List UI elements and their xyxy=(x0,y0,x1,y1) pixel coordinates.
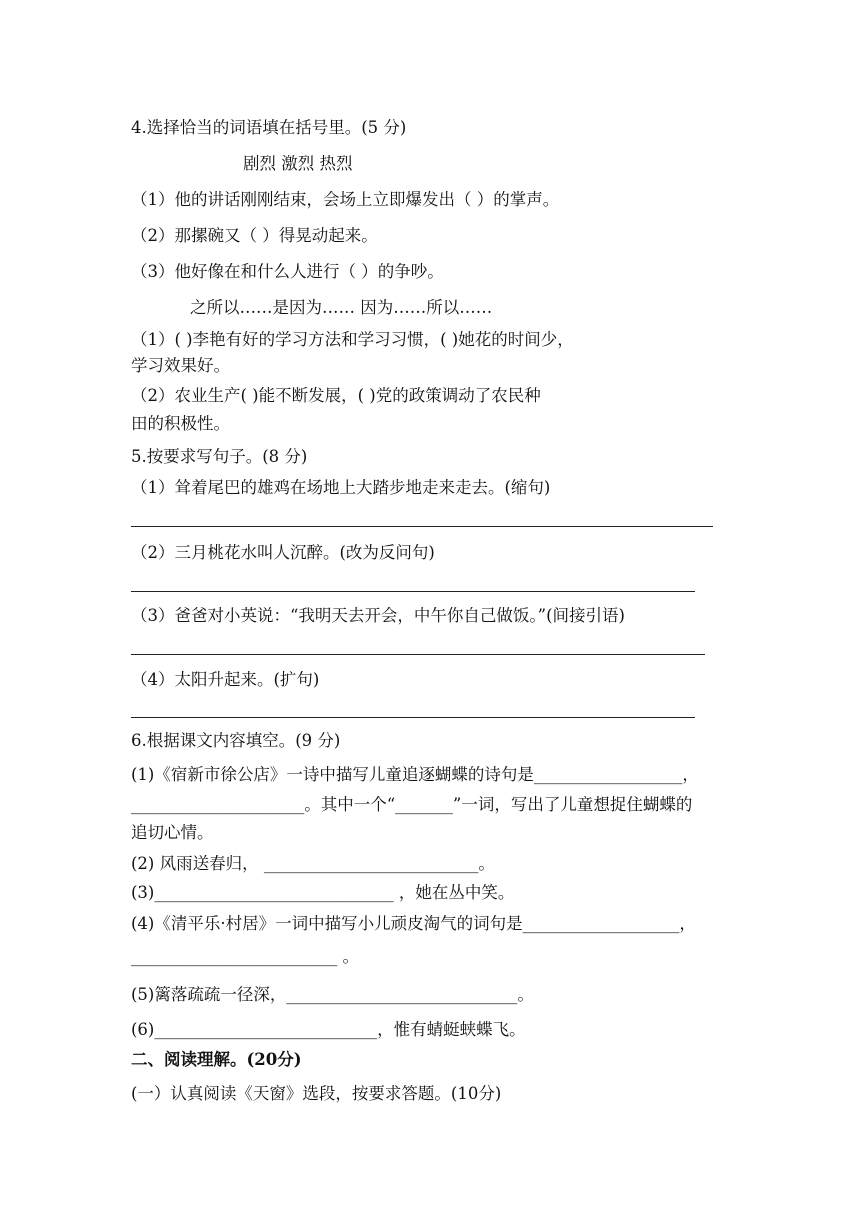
q5-item-2: （2）三月桃花水叫人沉醉。(改为反问句) xyxy=(131,543,435,562)
answer-line-4[interactable] xyxy=(131,717,695,718)
q5-item-4: （4）太阳升起来。(扩句) xyxy=(131,670,320,689)
conj-item-2-line1: （2）农业生产( )能不断发展，( )党的政策调动了农民种 xyxy=(131,386,541,405)
q6-line-3: 追切心情。 xyxy=(131,823,214,842)
section2-heading: 二、阅读理解。(20分) xyxy=(131,1050,302,1069)
q6-line-9: (6)___________________________，惟有蜻蜓蛱蝶飞。 xyxy=(131,1020,526,1039)
q6-line-2: _____________________。其中一个“_______”一词，写出了儿童想捉住蝴蝶的 xyxy=(131,795,693,814)
q4-item-2: （2）那摞碗又（ ）得晃动起来。 xyxy=(131,226,378,245)
q4-heading: 4.选择恰当的词语填在括号里。(5 分) xyxy=(131,118,407,137)
q4-item-3: （3）他好像在和什么人进行（ ）的争吵。 xyxy=(131,262,444,281)
conj-item-1-line1: （1）( )李艳有好的学习方法和学习习惯，( )她花的时间少， xyxy=(131,330,574,349)
q6-line-1: (1)《宿新市徐公店》一诗中描写儿童追逐蝴蝶的诗句是__________________， xyxy=(131,765,699,784)
conj-item-2-line2: 田的积极性。 xyxy=(131,414,230,433)
q6-line-6: (4)《清平乐·村居》一词中描写小儿顽皮淘气的词句是___________________， xyxy=(131,914,696,933)
q6-heading: 6.根据课文内容填空。(9 分) xyxy=(131,731,341,750)
q6-line-5: (3)_____________________________ ，她在丛中笑。 xyxy=(131,883,515,902)
q5-heading: 5.按要求写句子。(8 分) xyxy=(131,447,308,466)
answer-line-1[interactable] xyxy=(131,526,713,527)
word-choices: 剧烈 激烈 热烈 xyxy=(243,154,353,173)
answer-line-3[interactable] xyxy=(131,654,705,655)
q6-line-4: (2) 风雨送春归， __________________________。 xyxy=(131,854,495,873)
conj-item-1-line2: 学习效果好。 xyxy=(131,356,230,375)
section2-sub: (一）认真阅读《天窗》选段，按要求答题。(10分) xyxy=(131,1084,502,1103)
q6-line-8: (5)篱落疏疏一径深，____________________________。 xyxy=(131,985,534,1004)
q5-item-1: （1）耸着尾巴的雄鸡在场地上大踏步地走来走去。(缩句) xyxy=(131,478,551,497)
conjunction-choices: 之所以……是因为…… 因为……所以…… xyxy=(190,298,493,317)
q5-item-3: （3）爸爸对小英说：“我明天去开会，中午你自己做饭。”(间接引语) xyxy=(131,606,625,625)
q6-line-7: _________________________ 。 xyxy=(131,947,359,966)
answer-line-2[interactable] xyxy=(131,591,695,592)
q4-item-1: （1）他的讲话刚刚结束，会场上立即爆发出（ ）的掌声。 xyxy=(131,190,560,209)
